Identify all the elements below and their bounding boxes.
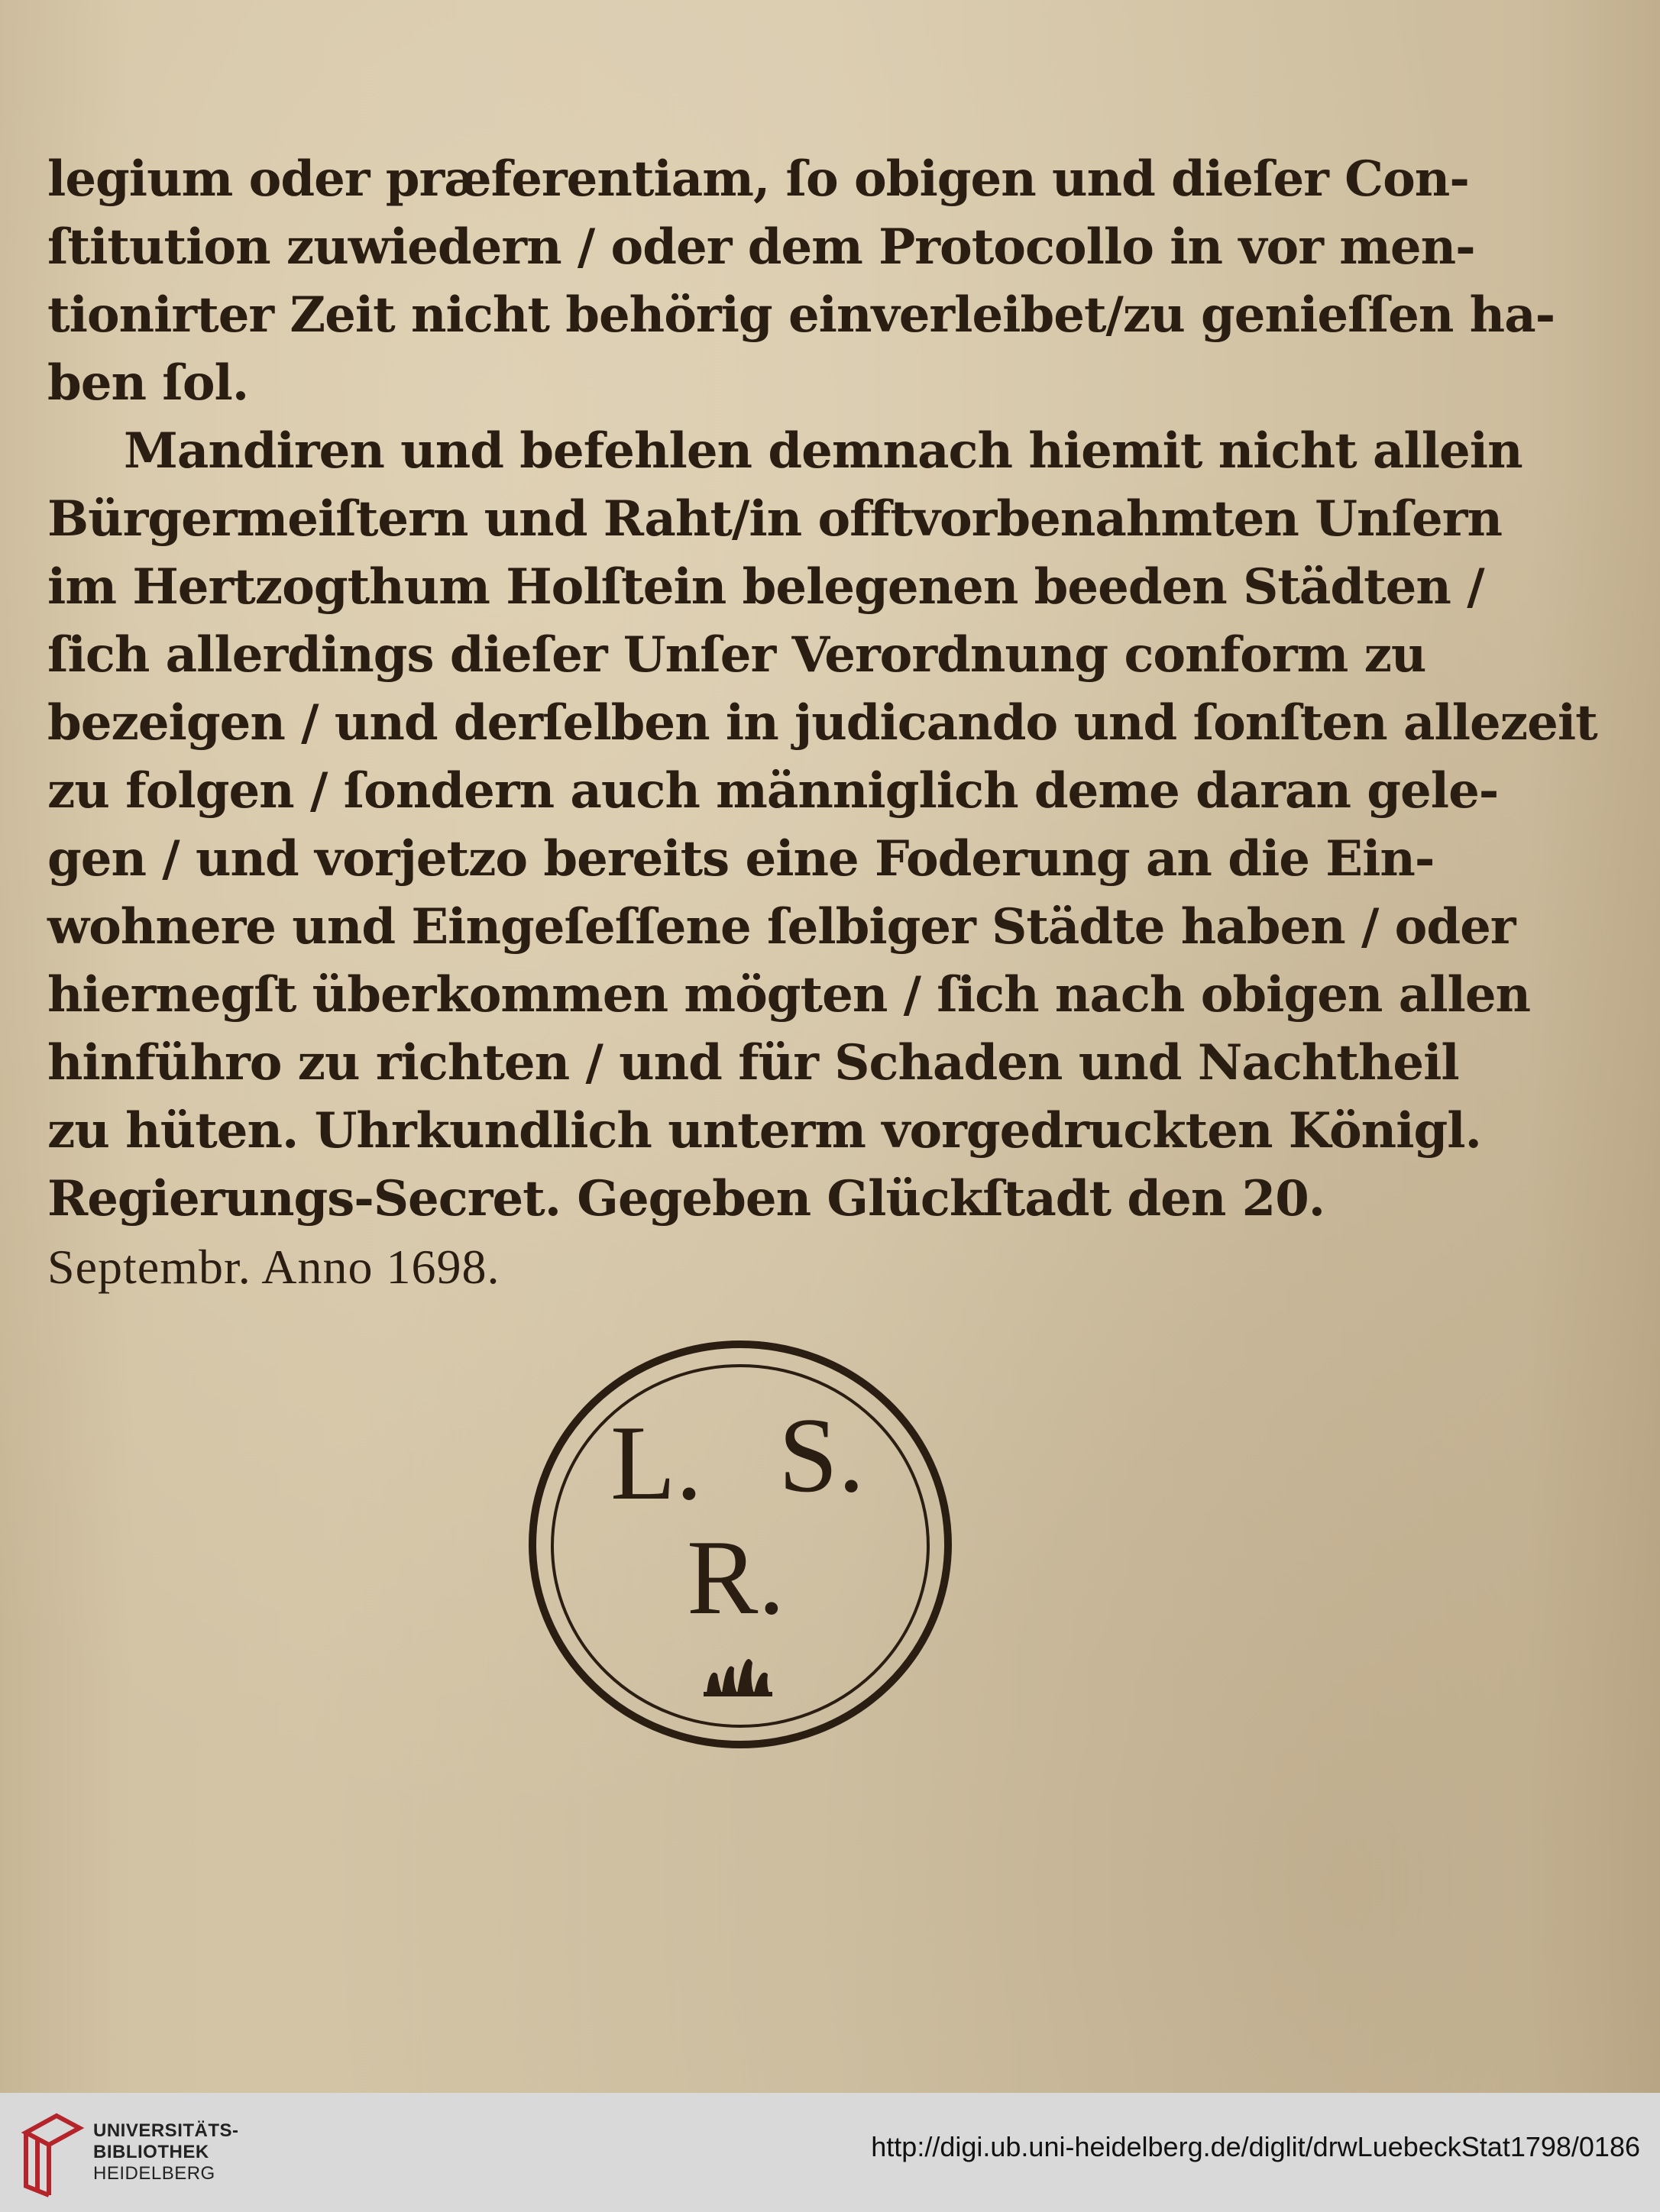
document-text xyxy=(47,145,1597,1301)
seal-stamp xyxy=(526,1338,954,1751)
seal-letter-l: L. xyxy=(610,1404,703,1522)
text-line: hinführo zu richten / und für Schaden und Nachtheil xyxy=(47,1034,1459,1091)
text-line: Mandiren und befehlen demnach hiemit nicht allein xyxy=(124,422,1522,480)
text-line: wohnere und Eingeſeſſene ſelbiger Städte haben / oder xyxy=(47,898,1516,956)
seal-letter-r: R. xyxy=(687,1518,785,1637)
library-footer xyxy=(0,2093,1660,2212)
text-line: im Hertzogthum Holſtein belegenen beeden Städten / xyxy=(47,558,1484,616)
source-url[interactable]: http://digi.ub.uni-heidelberg.de/diglit/drwLuebeckStat1798/0186 xyxy=(871,2131,1640,2162)
library-name-line: UNIVERSITÄTS- xyxy=(93,2120,239,2141)
text-line: gen / und vorjetzo bereits eine Foderung an die Ein- xyxy=(47,830,1435,888)
text-line: Regierungs-Secret. Gegeben Glückſtadt den 20. xyxy=(47,1170,1325,1227)
library-logo-icon xyxy=(18,2110,87,2195)
text-line: zu hüten. Uhrkundlich unterm vorgedruckten Königl. xyxy=(47,1102,1481,1159)
library-name xyxy=(93,2120,239,2185)
text-line: ben ſol. xyxy=(47,354,249,412)
text-line: zu folgen / ſondern auch männiglich deme daran gele- xyxy=(47,762,1499,820)
library-name-line: HEIDELBERG xyxy=(93,2163,215,2184)
text-line: tionirter Zeit nicht behörig einverleibet/zu genieſſen ha- xyxy=(47,286,1555,344)
seal-letter-s: S. xyxy=(778,1396,865,1515)
text-line: legium oder præferentiam, ſo obigen und dieſer Con- xyxy=(47,150,1469,208)
text-line: bezeigen / und derſelben in judicando und ſonſten allezeit xyxy=(47,694,1597,752)
text-line: ſich allerdings dieſer Unſer Verordnung conform zu xyxy=(47,626,1426,684)
text-line: Septembr. Anno 1698. xyxy=(47,1240,500,1294)
text-line: hiernegſt überkommen mögten / ſich nach obigen allen xyxy=(47,966,1531,1024)
flame-icon xyxy=(704,1659,772,1696)
library-name-line: BIBLIOTHEK xyxy=(93,2142,209,2162)
text-line: ſtitution zuwiedern / oder dem Protocollo in vor men- xyxy=(47,218,1475,276)
text-line: Bürgermeiſtern und Raht/in offtvorbenahmten Unſern xyxy=(47,490,1502,548)
